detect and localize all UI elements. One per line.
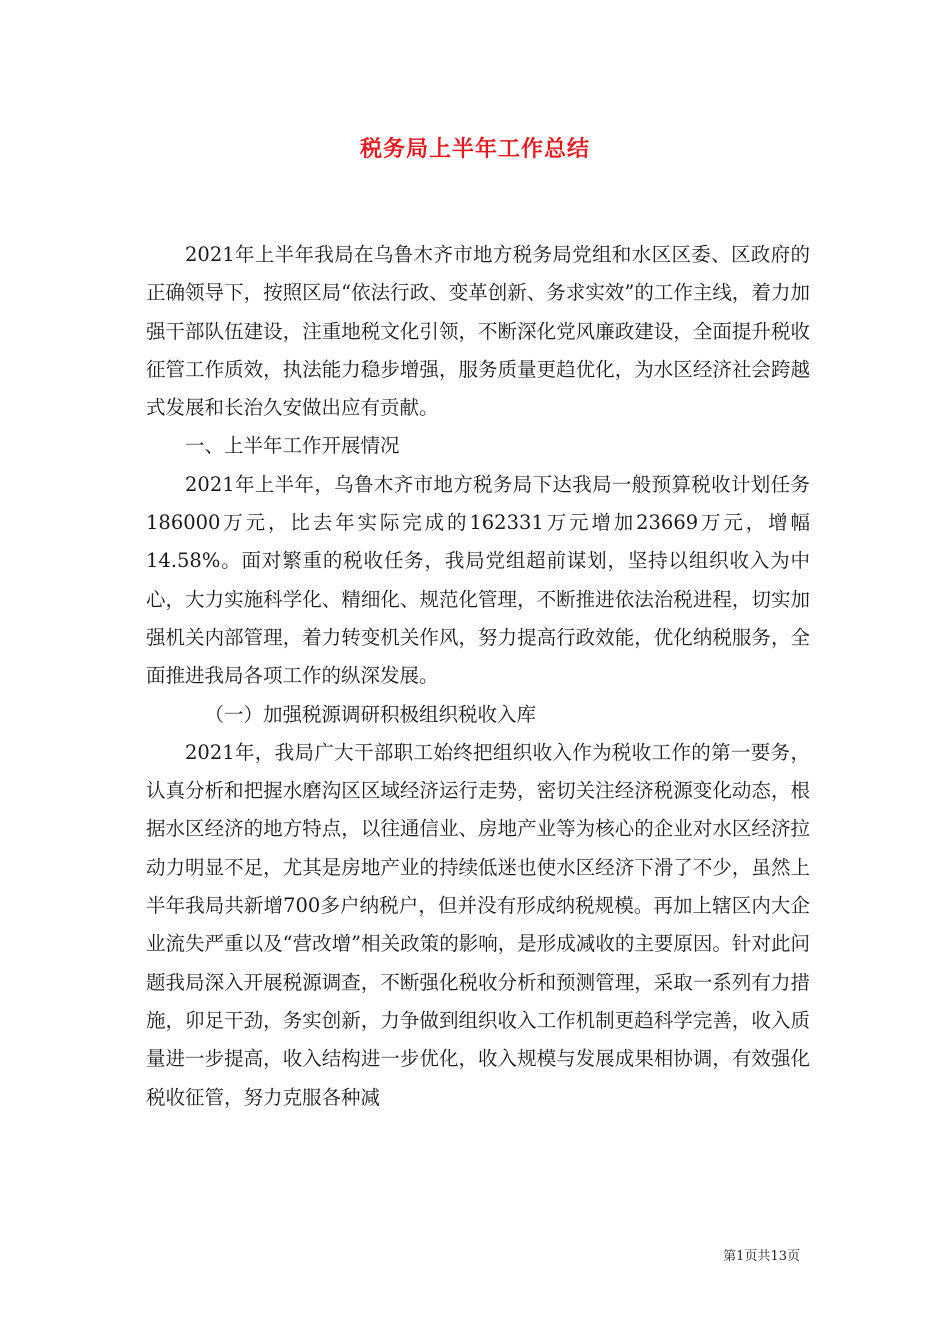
document-body	[146, 236, 810, 1117]
document-title: 税务局上半年工作总结	[359, 137, 590, 162]
section-heading-1: 一、上半年工作开展情况	[185, 434, 400, 458]
paragraph-tax-source: 2021年，我局广大干部职工始终把组织收入作为税收工作的第一要务，认真分析和把握水磨沟区区域经济运行走势，密切关注经济税源变化动态，根据水区经济的地方特点，以往通信业、房地产业等为核心的企业对水区经济拉动力明显不足，尤其是房地产业的持续低迷也使水区经济下滑了不少，虽然上半年我局共新增700多户纳税户，但并没有形成纳税规模。再加上辖区内大企业流失严重以及“营改增”相关政策的影响，是形成减收的主要原因。针对此问题我局深入开展税源调查，不断强化税收分析和预测管理，采取一系列有力措施，卯足干劲，务实创新，力争做到组织收入工作机制更趋科学完善，收入质量进一步提高，收入结构进一步优化，收入规模与发展成果相协调，有效强化税收征管，努力克服各种减	[146, 740, 810, 1109]
paragraph-intro: 2021年上半年我局在乌鲁木齐市地方税务局党组和水区区委、区政府的正确领导下，按照区局“依法行政、变革创新、务求实效”的工作主线，着力加强干部队伍建设，注重地税文化引领，不断深化党风廉政建设，全面提升税收征管工作质效，执法能力稳步增强，服务质量更趋优化，为水区经济社会跨越式发展和长治久安做出应有贡献。	[146, 243, 810, 420]
paragraph-overview: 2021年上半年，乌鲁木齐市地方税务局下达我局一般预算税收计划任务186000万元，比去年实际完成的162331万元增加23669万元，增幅14.58%。面对繁重的税收任务，我局党组超前谋划，坚持以组织收入为中心，大力实施科学化、精细化、规范化管理，不断推进依法治税进程，切实加强机关内部管理，着力转变机关作风，努力提高行政效能，优化纳税服务，全面推进我局各项工作的纵深发展。	[146, 472, 810, 688]
subsection-heading-1: （一）加强税源调研积极组织税收入库	[204, 702, 537, 726]
page-number-footer: 第1页共13页	[723, 1249, 800, 1264]
